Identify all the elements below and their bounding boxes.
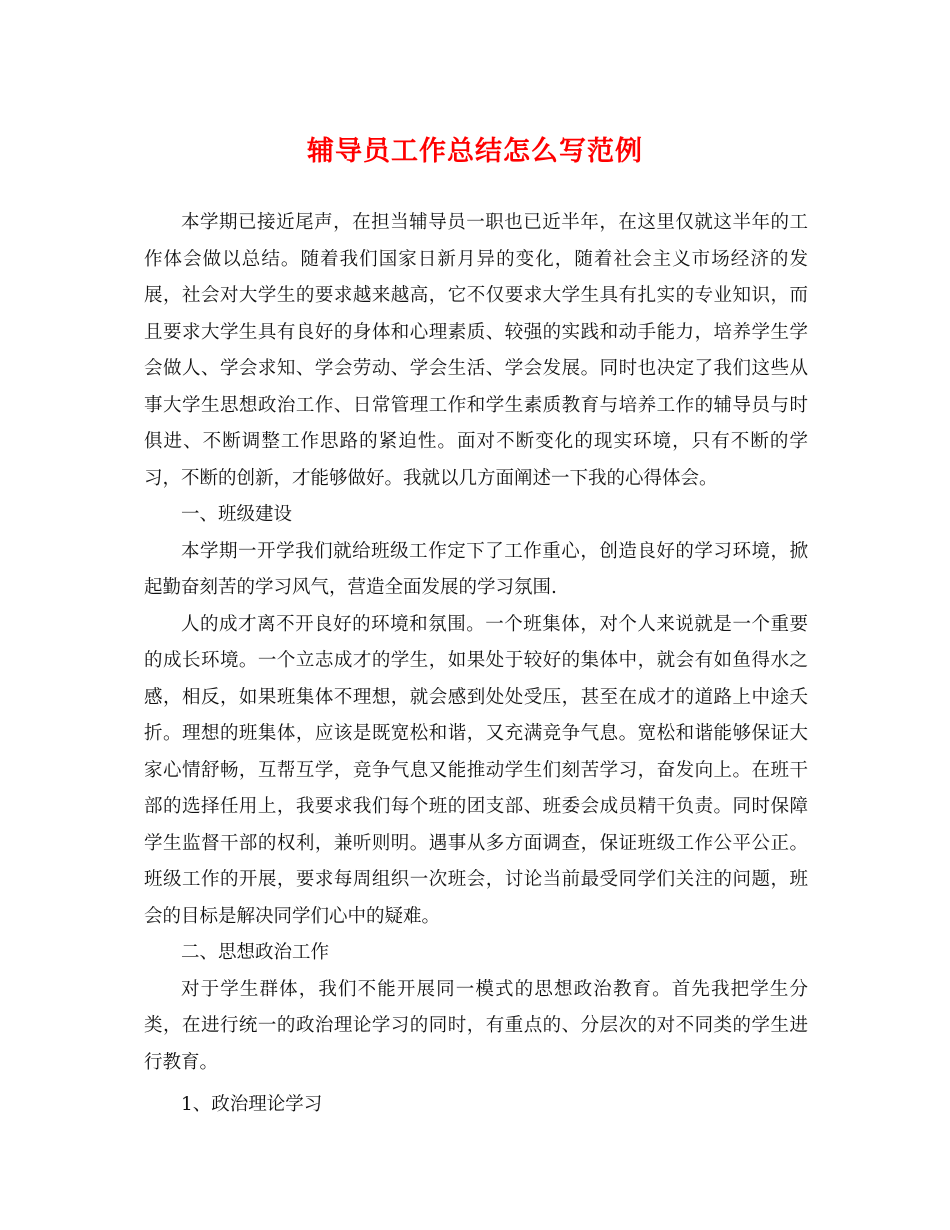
- political-work-paragraph-1: 对于学生群体，我们不能开展同一模式的思想政治教育。首先我把学生分类，在进行统一的政治理论学习的同时，有重点的、分层次的对不同类的学生进行教育。: [144, 978, 808, 1073]
- document-body: [144, 205, 808, 1124]
- section-heading-political-work: 二、思想政治工作: [181, 942, 330, 963]
- class-building-paragraph-1: 本学期一开学我们就给班级工作定下了工作重心，创造良好的学习环境，掀起勤奋刻苦的学习风气，营造全面发展的学习氛围.: [144, 540, 808, 598]
- subsection-heading-political-theory: 1、政治理论学习: [181, 1094, 323, 1115]
- class-building-paragraph-2: 人的成才离不开良好的环境和氛围。一个班集体，对个人来说就是一个重要的成长环境。一个立志成才的学生，如果处于较好的集体中，就会有如鱼得水之感，相反，如果班集体不理想，就会感到处处受压，甚至在成才的道路上中途夭折。理想的班集体，应该是既宽松和谐，又充满竞争气息。宽松和谐能够保证大家心情舒畅，互帮互学，竞争气息又能推动学生们刻苦学习，奋发向上。在班干部的选择任用上，我要求我们每个班的团支部、班委会成员精干负责。同时保障学生监督干部的权利，兼听则明。遇事从多方面调查，保证班级工作公平公正。班级工作的开展，要求每周组织一次班会，讨论当前最受同学们关注的问题，班会的目标是解决同学们心中的疑难。: [144, 613, 808, 927]
- intro-paragraph: 本学期已接近尾声，在担当辅导员一职也已近半年，在这里仅就这半年的工作体会做以总结。随着我们国家日新月异的变化，随着社会主义市场经济的发展，社会对大学生的要求越来越高，它不仅要求大学生具有扎实的专业知识，而且要求大学生具有良好的身体和心理素质、较强的实践和动手能力，培养学生学会做人、学会求知、学会劳动、学会生活、学会发展。同时也决定了我们这些从事大学生思想政治工作、日常管理工作和学生素质教育与培养工作的辅导员与时俱进、不断调整工作思路的紧迫性。面对不断变化的现实环境，只有不断的学习，不断的创新，才能够做好。我就以几方面阐述一下我的心得体会。: [144, 212, 808, 489]
- section-heading-class-building: 一、班级建设: [181, 504, 293, 525]
- document-title: 辅导员工作总结怎么写范例: [307, 136, 643, 167]
